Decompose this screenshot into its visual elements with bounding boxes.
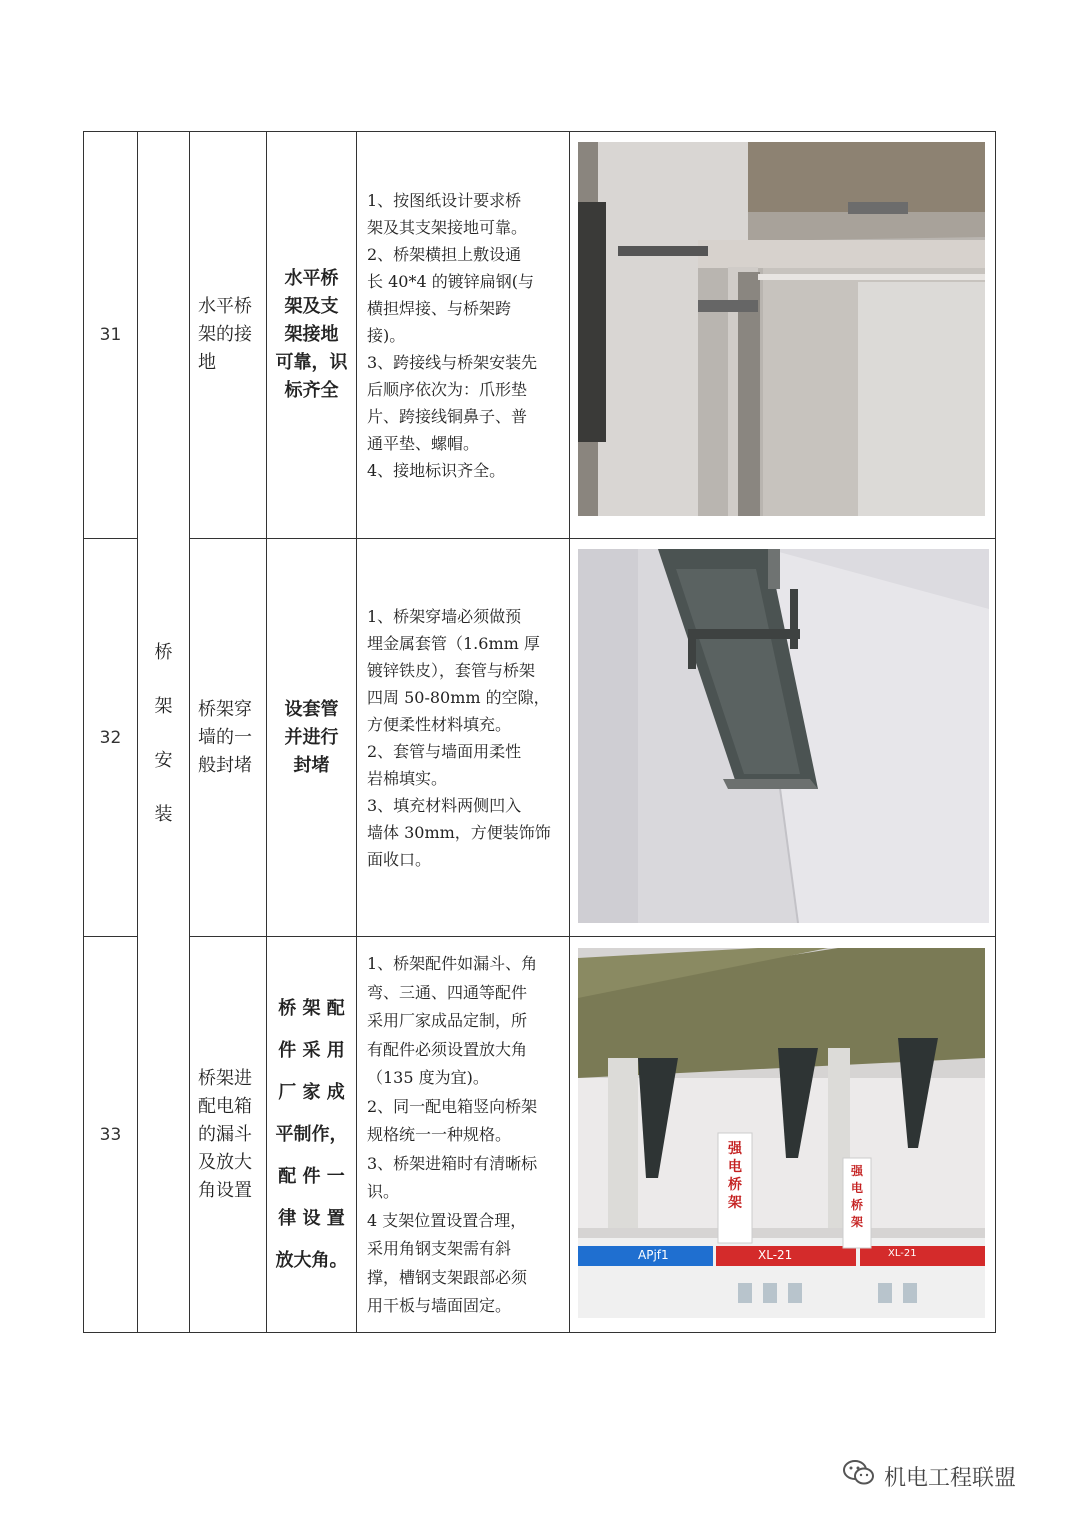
description: 1、桥架穿墙必须做预 埋金属套管（1.6mm 厚 镀锌铁皮），套管与桥架 四周 50-80mm 的空隙， 方便柔性材料填充。 2、套管与墙面用柔性 岩棉填实。 3、填充材料两侧凹入 墙体 30mm，方便装饰饰 面收口。 xyxy=(367,606,551,869)
row-number: 31 xyxy=(99,325,122,345)
description: 1、桥架配件如漏斗、角 弯、三通、四通等配件 采用厂家成品定制，所 有配件必须设置放大角 （135 度为宜)。 2、同一配电箱竖向桥架 规格统一一种规格。 3、桥架进箱时有清晰标 识。 4 支架位置设置合理， 采用角钢支架需有斜 撑，槽钢支架跟部必须 用干板与墙面固定。 xyxy=(367,954,538,1316)
item-name: 桥架进 配电箱 的漏斗 及放大 角设置 xyxy=(198,1067,252,1201)
item-name: 桥架穿 墙的一 般封堵 xyxy=(198,698,252,776)
panel-label: XL-21 xyxy=(758,1248,793,1262)
category-char: 桥 xyxy=(154,642,173,663)
row-number: 32 xyxy=(99,727,122,748)
col-divider xyxy=(569,132,570,1332)
category-cell xyxy=(138,132,189,1332)
key-point: 设套管 并进行 封堵 xyxy=(284,698,339,776)
sign-strong-current-tray: 强 电 桥 架 xyxy=(850,1164,863,1229)
photo-tray-grounding xyxy=(578,142,985,516)
category-char: 安 xyxy=(154,750,173,771)
sign-strong-current-tray: 强 电 桥 架 xyxy=(728,1141,742,1211)
row-number: 33 xyxy=(99,1124,122,1145)
key-point: 水平桥 架及支 架接地 可靠，识 标齐全 xyxy=(275,268,348,401)
watermark xyxy=(842,1458,1016,1494)
photo-tray-wall-penetration xyxy=(578,549,989,923)
panel-label: XL-21 xyxy=(888,1248,917,1259)
wechat-icon xyxy=(842,1458,876,1494)
watermark-text: 机电工程联盟 xyxy=(884,1465,1017,1491)
category-char: 架 xyxy=(154,696,173,717)
photo-tray-distribution-box xyxy=(578,948,985,1318)
item-name: 水平桥 架的接 地 xyxy=(198,296,252,373)
key-point: 桥 架 配 件 采 用 厂 家 成 平制作， 配 件 一 律 设 置 放大角。 xyxy=(275,997,348,1271)
panel-label: APjf1 xyxy=(638,1248,669,1262)
category-char: 装 xyxy=(154,804,173,825)
description: 1、按图纸设计要求桥 架及其支架接地可靠。 2、桥架横担上敷设通 长 40*4 的镀锌扁钢(与 横担焊接、与桥架跨 接)。 3、跨接线与桥架安装先 后顺序依次为：爪形垫 片、跨接线铜鼻子、普 通平垫、螺帽。 4、接地标识齐全。 xyxy=(367,190,538,480)
